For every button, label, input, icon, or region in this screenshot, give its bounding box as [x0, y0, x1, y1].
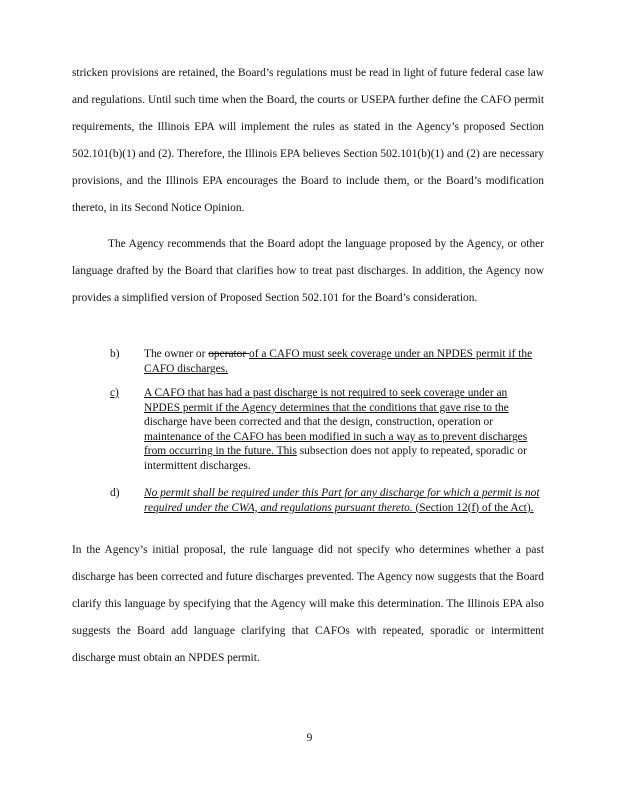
- rule-item-d: [110, 486, 546, 515]
- rule-item-label: c): [110, 387, 119, 399]
- rule-item-label: b): [110, 348, 120, 360]
- rule-text-inserted: of a CAFO must seek coverage under an NPDES permit if the CAFO discharges.: [144, 348, 533, 375]
- rule-item-text: [144, 347, 546, 376]
- body-paragraph-1: stricken provisions are retained, the Board’s regulations must be read in light of future federal case law and regulations. Until such time when the Board, the courts or USEPA further define the CAFO permit requirements, the Illinois EPA will implement the rules as stated in the Agency’s proposed Section 502.101(b)(1) and (2). Therefore, the Illinois EPA believes Section 502.101(b)(1) and (2) are necessary provisions, and the Illinois EPA encourages the Board to include them, or the Board’s modification thereto, in its Second Notice Opinion.: [72, 67, 544, 214]
- rule-text-inserted: maintenance of the CAFO has been modified in such a way as to prevent discharges from occurring in the future. This: [144, 430, 528, 458]
- page-number: 9: [306, 732, 313, 744]
- body-paragraph-2-text: The Agency recommends that the Board adopt the language proposed by the Agency, or other language drafted by the Board that clarifies how to treat past discharges. In addition, the Agency now provides a simplified version of Proposed Section 502.101 for the Board’s consideration.: [72, 238, 544, 304]
- rule-item-text: [144, 386, 546, 474]
- rule-item-b: [110, 347, 546, 376]
- rule-text-segment: The owner or: [144, 348, 209, 360]
- rule-item-c: [110, 386, 546, 474]
- rule-text-statutory-quote: No permit shall be required under this Part for any discharge for which a permit is not required under the CWA, and regulations pursuant thereto.: [144, 487, 540, 514]
- rule-text-segment: discharge have been corrected and that the design, construction, operation or: [144, 416, 493, 429]
- rule-text-segment: subsection does not apply to repeated, sporadic or intermittent discharges.: [144, 445, 527, 472]
- rule-text-citation: (Section 12(f) of the Act).: [412, 501, 534, 514]
- rule-text-inserted: A CAFO that has had a past discharge is not required to seek coverage under an NPDES permit if the Agency determines that the conditions that gave rise to the: [144, 387, 509, 414]
- body-paragraph-2: [72, 231, 544, 312]
- rule-item-text: [144, 486, 546, 515]
- rule-item-label: d): [110, 487, 120, 499]
- rule-text-struck: operator: [208, 348, 250, 360]
- body-paragraph-4: In the Agency’s initial proposal, the rule language did not specify who determines whether a past discharge has been corrected and future discharges prevented. The Agency now suggests that the Board clarify this language by specifying that the Agency will make this determination. The Illinois EPA also suggests the Board add language clarifying that CAFOs with repeated, sporadic or intermittent discharge must obtain an NPDES permit.: [72, 544, 544, 664]
